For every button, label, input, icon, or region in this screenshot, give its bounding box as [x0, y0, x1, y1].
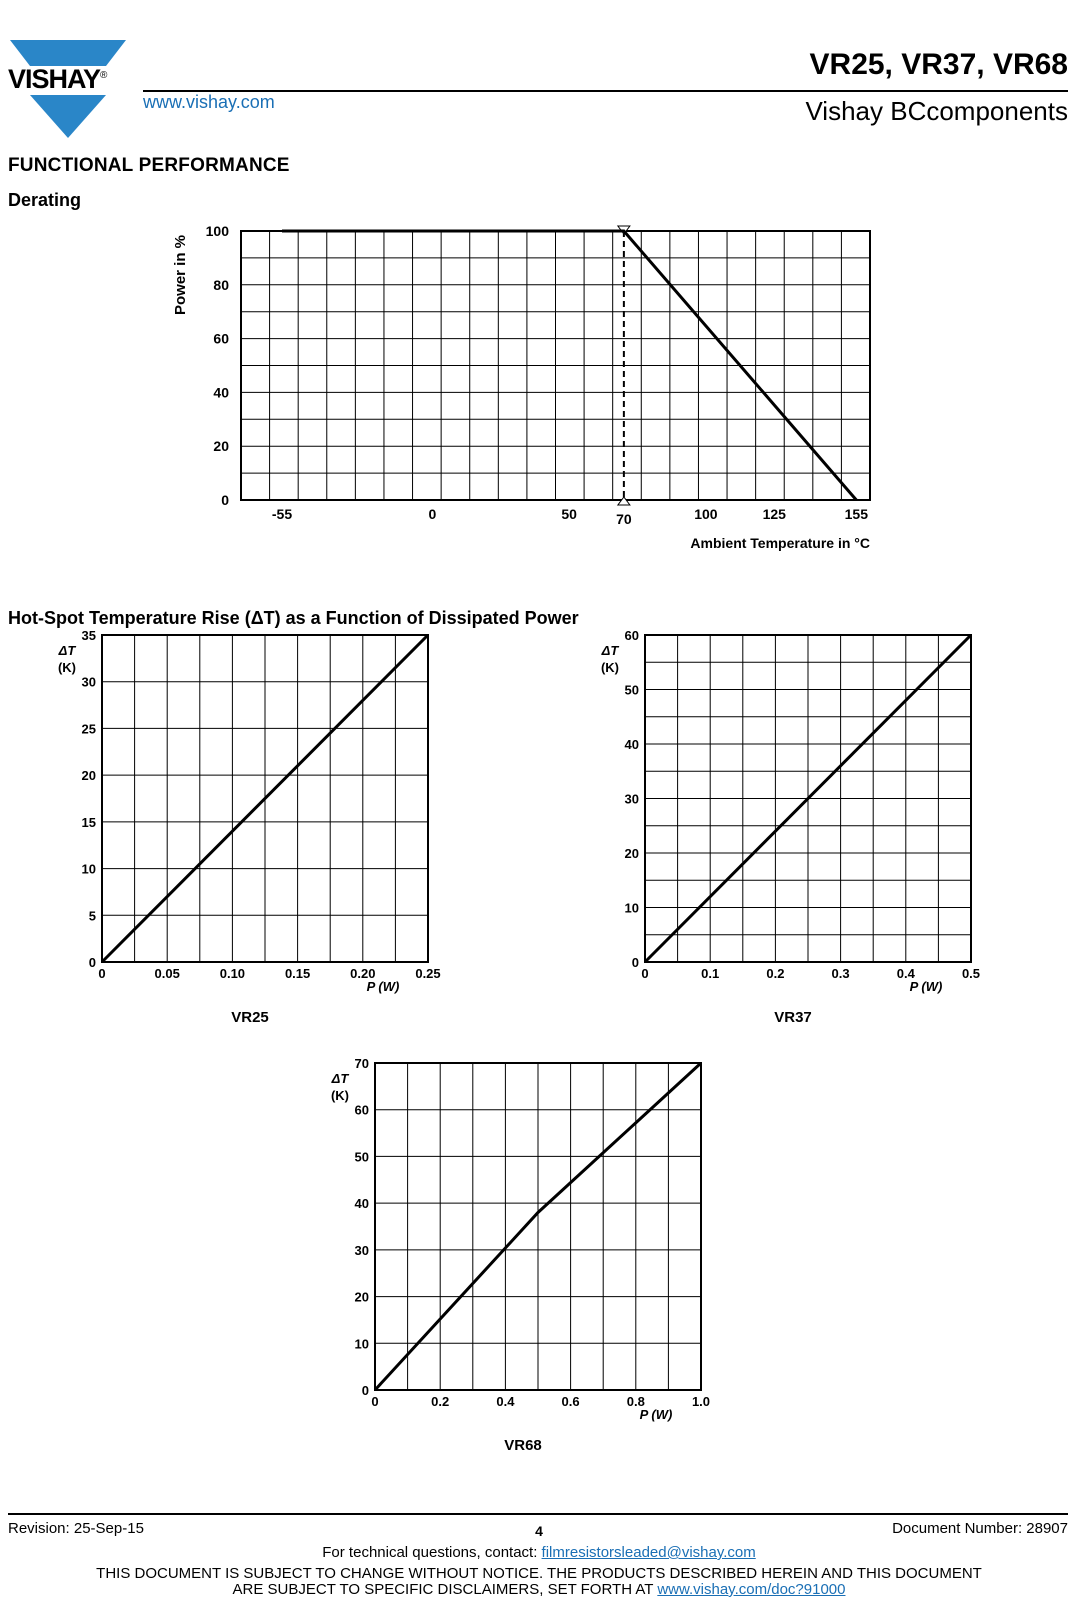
x-tick-label: 0.4	[496, 1394, 515, 1409]
x-tick-label: 0.20	[350, 966, 376, 981]
x-tick-label: 0.6	[561, 1394, 580, 1409]
y-axis-unit: (K)	[330, 1088, 350, 1103]
y-tick-label: 0	[631, 955, 639, 970]
y-tick-label: 60	[624, 628, 639, 643]
y-tick-label: 10	[354, 1336, 369, 1352]
x-tick-label: 125	[762, 506, 786, 522]
document-title: VR25, VR37, VR68	[809, 48, 1068, 81]
x-axis-label: Ambient Temperature in °C	[690, 535, 870, 551]
y-tick-label: 20	[354, 1289, 369, 1305]
y-axis-label: ΔT	[331, 1071, 349, 1086]
x-tick-label: 155	[844, 506, 869, 522]
y-tick-label: 10	[81, 861, 96, 877]
y-axis-unit: (K)	[57, 660, 77, 675]
derating-title: Derating	[8, 190, 82, 210]
x-tick-label: -55	[271, 506, 293, 522]
contact-email-link[interactable]: filmresistorsleaded@vishay.com	[541, 1544, 756, 1561]
company-name: Vishay BCcomponents	[805, 96, 1068, 126]
y-axis-label: ΔT	[601, 643, 619, 658]
y-tick-label: 15	[81, 814, 96, 830]
hotspot-title: Hot-Spot Temperature Rise (ΔT) as a Function of Dissipated Power	[8, 608, 579, 628]
y-tick-label: 0	[88, 955, 96, 970]
contact-line	[0, 1544, 1078, 1561]
x-tick-label: 0.1	[701, 966, 720, 981]
x-tick-label: 0.4	[896, 966, 915, 981]
x-tick-label: 70	[616, 511, 632, 527]
revision-date: Revision: 25-Sep-15	[8, 1520, 144, 1537]
x-tick-label: 0	[641, 966, 649, 981]
x-tick-label: 0.2	[431, 1394, 450, 1409]
x-tick-label: 0.2	[766, 966, 785, 981]
y-tick-label: 30	[354, 1242, 369, 1258]
x-tick-label: 0	[98, 966, 106, 981]
y-tick-label: 40	[624, 737, 639, 752]
disclaimer-line-1: THIS DOCUMENT IS SUBJECT TO CHANGE WITHOUT NOTICE. THE PRODUCTS DESCRIBED HEREIN AND THIS DOCUMENT	[96, 1565, 982, 1582]
disclaimer-line-2: ARE SUBJECT TO SPECIFIC DISCLAIMERS, SET FORTH AT www.vishay.com/doc?91000	[232, 1581, 846, 1598]
y-tick-label: 40	[213, 384, 229, 401]
disclaimer-link[interactable]: www.vishay.com/doc?91000	[657, 1581, 846, 1598]
y-tick-label: 20	[624, 846, 639, 861]
y-tick-label: 0	[221, 492, 229, 508]
x-axis-label: P (W)	[909, 979, 943, 994]
y-tick-label: 70	[354, 1056, 369, 1071]
page-number: 4	[535, 1523, 543, 1539]
footer-divider	[8, 1513, 1068, 1515]
logo-text: VISHAY®	[8, 64, 107, 94]
x-axis-label: P (W)	[366, 979, 400, 994]
x-tick-label: 0	[428, 506, 437, 522]
y-tick-label: 100	[205, 223, 229, 239]
y-tick-label: 30	[624, 791, 639, 807]
x-axis-label: P (W)	[639, 1407, 673, 1422]
x-tick-label: 0.05	[154, 966, 180, 981]
chart-caption: VR25	[231, 1009, 269, 1026]
y-tick-label: 50	[624, 682, 639, 698]
y-tick-label: 5	[88, 908, 96, 924]
document-number: Document Number: 28907	[892, 1520, 1068, 1537]
y-axis-unit: (K)	[600, 660, 620, 675]
x-tick-label: 100	[694, 506, 718, 522]
x-tick-label: 0.10	[219, 966, 246, 981]
y-tick-label: 50	[354, 1149, 369, 1165]
x-tick-label: 0.3	[831, 966, 850, 981]
y-tick-label: 40	[354, 1196, 369, 1212]
y-tick-label: 60	[354, 1102, 369, 1118]
x-tick-label: 0.8	[626, 1394, 645, 1409]
y-axis-label: Power in %	[172, 234, 189, 316]
x-tick-label: 1.0	[691, 1394, 711, 1409]
y-tick-label: 80	[213, 276, 229, 293]
site-url-link[interactable]: www.vishay.com	[143, 92, 275, 112]
section-title: FUNCTIONAL PERFORMANCE	[8, 155, 290, 176]
y-tick-label: 10	[624, 900, 639, 916]
y-axis-label: ΔT	[58, 643, 76, 658]
x-tick-label: 0.15	[284, 966, 311, 981]
x-tick-label: 0.5	[961, 966, 981, 981]
chart-caption: VR68	[504, 1437, 542, 1454]
y-tick-label: 35	[81, 628, 96, 643]
y-tick-label: 0	[361, 1383, 369, 1398]
y-tick-label: 20	[81, 768, 96, 784]
x-tick-label: 0	[371, 1394, 379, 1409]
contact-prefix: For technical questions, contact:	[322, 1544, 542, 1561]
y-tick-label: 20	[213, 438, 229, 455]
x-tick-label: 50	[561, 506, 577, 522]
y-tick-label: 60	[213, 330, 229, 347]
y-tick-label: 30	[81, 674, 96, 690]
disclaimer	[0, 1566, 1078, 1598]
chart-caption: VR37	[774, 1009, 812, 1026]
y-tick-label: 25	[81, 721, 96, 737]
x-tick-label: 0.25	[415, 966, 441, 981]
